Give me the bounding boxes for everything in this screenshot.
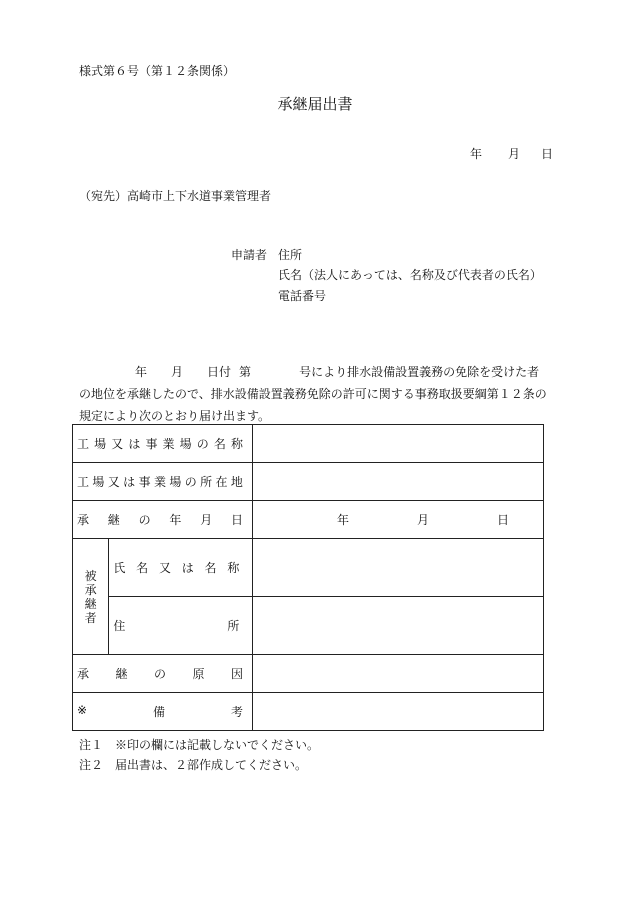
succession-cause-char: 原 [192,667,205,681]
body-date-suffix: 日付 [207,365,232,379]
body-text: 号により排水設備設置義務の免除を受けた者の地位を承継したので、排水設備設置義務免除の許可に関する事務取扱要綱第１２条の規定により次のとおり届け出ます。 [79,365,547,423]
factory-name-char: 工 [77,437,90,451]
form-number: 様式第６号（第１２条関係） [79,64,236,78]
predecessor-name-char: は [181,561,194,575]
predecessor-address-value[interactable] [252,597,543,655]
applicant-phone-label: 電話番号 [278,289,327,303]
applicant-address-label: 住所 [278,248,303,262]
date-month-label: 月 [508,147,521,161]
predecessor-char: 者 [84,610,97,625]
factory-location-label [73,463,253,501]
factory-location-char: 場 [169,475,182,489]
factory-name-char: の [196,437,209,451]
factory-name-label [73,425,253,463]
predecessor-name-char: 又 [158,561,171,575]
factory-location-value[interactable] [252,463,543,501]
body-month: 月 [171,365,184,379]
predecessor-name-char: 名 [204,561,217,575]
succession-cause-char: 因 [230,667,243,681]
factory-name-char: 場 [94,437,107,451]
applicant-label: 申請者 [231,248,268,262]
predecessor-label [73,539,109,655]
remarks-char: ※ [77,703,88,717]
document-title: 承継届出書 [277,95,353,113]
remarks-label [73,693,253,731]
body-paragraph [79,361,551,427]
predecessor-name-char: 氏 [113,561,126,575]
addressee: （宛先）高崎市上下水道事業管理者 [79,189,272,203]
predecessor-name-char: 名 [136,561,149,575]
remarks-value[interactable] [252,693,543,731]
factory-location-char: 又 [107,475,120,489]
table-row [73,693,544,731]
note-1: 注１ ※印の欄には記載しないでください。 [79,738,320,752]
factory-location-char: 場 [92,475,105,489]
succession-date-value[interactable] [252,501,543,539]
succession-date-char: 月 [200,513,213,527]
factory-location-char: は [123,475,136,489]
remarks-char: 備 [153,705,166,719]
predecessor-char: 継 [84,596,97,611]
succession-cause-char: の [153,667,166,681]
factory-name-char: 事 [145,437,158,451]
succession-date-char: 承 [77,513,90,527]
factory-name-value[interactable] [252,425,543,463]
predecessor-name-char: 称 [227,561,240,575]
table-row [73,463,544,501]
factory-location-char: の [184,475,197,489]
factory-name-char: は [128,437,141,451]
factory-name-char: 業 [162,437,175,451]
succession-cause-char: 承 [77,667,90,681]
predecessor-address-char: 住 [113,619,126,633]
date-year-label: 年 [470,147,483,161]
predecessor-name-value[interactable] [252,539,543,597]
factory-name-char: 称 [230,437,243,451]
succession-month: 月 [416,513,429,527]
factory-location-char: 地 [230,475,243,489]
succession-date-char: 日 [230,513,243,527]
succession-day: 日 [496,513,509,527]
factory-name-char: 又 [111,437,124,451]
succession-date-char: 年 [169,513,182,527]
date-day-label: 日 [541,147,554,161]
body-year: 年 [135,365,148,379]
predecessor-address-char: 所 [227,619,240,633]
body-dai: 第 [239,365,252,379]
remarks-char: 考 [230,705,243,719]
table-row [73,597,544,655]
succession-date-label [73,501,253,539]
succession-cause-value[interactable] [252,655,543,693]
table-row [73,501,544,539]
succession-cause-label [73,655,253,693]
factory-location-char: 事 [138,475,151,489]
succession-year: 年 [336,513,349,527]
succession-cause-char: 継 [115,667,128,681]
factory-location-char: 所 [200,475,213,489]
applicant-name-label: 氏名（法人にあっては、名称及び代表者の氏名） [278,268,542,282]
table-row [73,655,544,693]
factory-location-char: 在 [215,475,228,489]
factory-location-char: 工 [77,475,90,489]
predecessor-address-label [109,597,253,655]
table-row [73,425,544,463]
succession-form-table [72,424,544,731]
predecessor-name-label [109,539,253,597]
succession-date-char: 継 [107,513,120,527]
note-2: 注２ 届出書は、２部作成してください。 [79,758,308,772]
predecessor-char: 被 [84,568,97,583]
factory-name-char: 場 [179,437,192,451]
factory-name-char: 名 [213,437,226,451]
factory-location-char: 業 [153,475,166,489]
predecessor-char: 承 [84,582,97,597]
table-row [73,539,544,597]
succession-date-char: の [138,513,151,527]
